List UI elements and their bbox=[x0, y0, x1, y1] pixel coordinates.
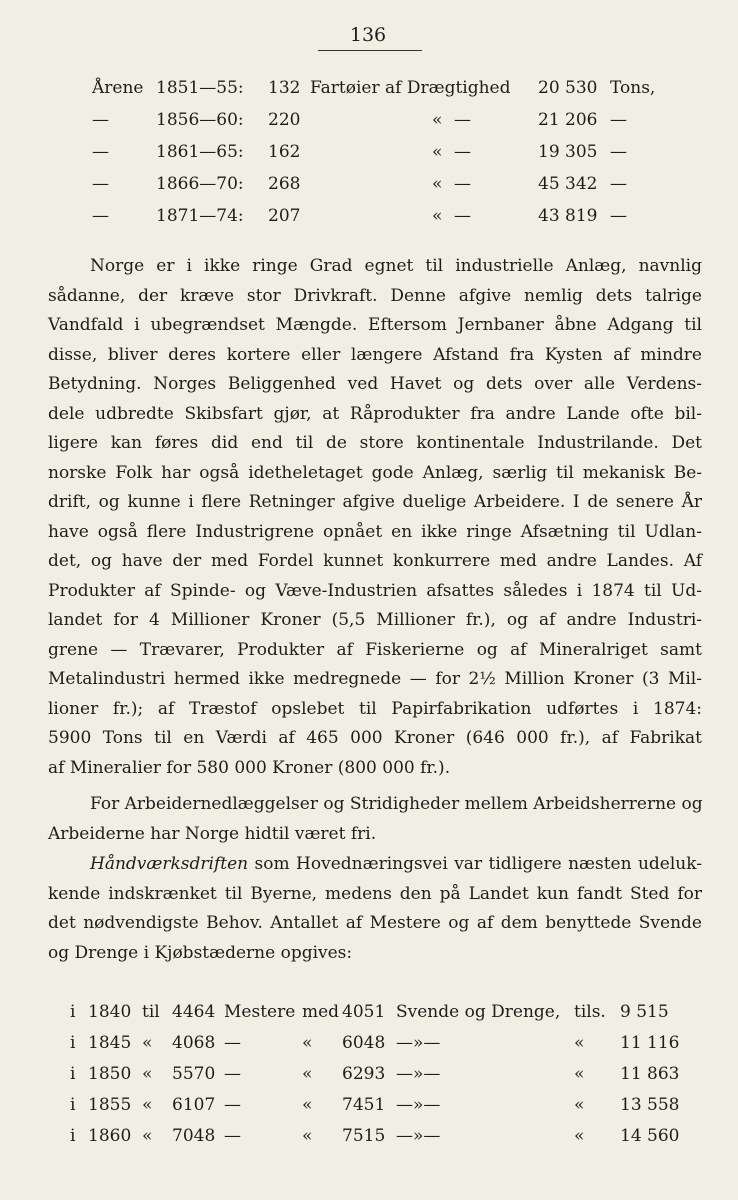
cell-prep: i bbox=[70, 1095, 76, 1115]
cell-til: « bbox=[142, 1064, 153, 1084]
paragraph-labor bbox=[48, 790, 702, 849]
table-row bbox=[86, 204, 666, 236]
cell-total: 11 863 bbox=[620, 1064, 680, 1084]
cell-svende-label: Svende og Drenge, bbox=[396, 1002, 561, 1022]
cell-year: 1855 bbox=[88, 1095, 132, 1115]
row-prefix: — bbox=[92, 174, 109, 194]
row-count: 220 bbox=[268, 110, 301, 130]
cell-mestere: 5570 bbox=[172, 1064, 216, 1084]
text-line: have også flere Industrigrene opnået en ikke ringe Afsætning til Udlan- bbox=[48, 521, 702, 542]
text-line: disse, bliver deres kortere eller længere Afstand fra Kysten af mindre bbox=[48, 344, 702, 365]
cell-total: 9 515 bbox=[620, 1002, 669, 1022]
row-ditto: « bbox=[432, 206, 443, 226]
paragraph-industry bbox=[48, 252, 702, 783]
text-line bbox=[48, 850, 702, 880]
cell-mestere-label: — bbox=[224, 1033, 241, 1053]
row-prefix: Årene bbox=[92, 78, 144, 98]
page-number: 136 bbox=[349, 24, 387, 46]
row-years: 1871—74: bbox=[156, 206, 244, 226]
text-line: Produkter af Spinde- og Væve-Industrien afsattes således i 1874 til Ud- bbox=[48, 580, 702, 601]
row-tons: 21 206 bbox=[538, 110, 598, 130]
row-tons: 45 342 bbox=[538, 174, 598, 194]
text-line: 5900 Tons til en Værdi af 465 000 Kroner (646 000 fr.), af Fabrikat bbox=[48, 728, 702, 748]
cell-mestere-label: — bbox=[224, 1064, 241, 1084]
row-tons: 20 530 bbox=[538, 78, 598, 98]
text-line: For Arbeidernedlæggelser og Stridigheder mellem Arbeidsherrerne og bbox=[90, 794, 703, 814]
text-line: kende indskrænket til Byerne, medens den på Landet kun fandt Sted for bbox=[48, 883, 702, 904]
row-prefix: — bbox=[92, 110, 109, 130]
row-ditto-dash: — bbox=[454, 206, 471, 226]
row-unit: — bbox=[610, 142, 627, 162]
cell-mestere: 4464 bbox=[172, 1002, 216, 1022]
cell-svende-label: —»— bbox=[396, 1033, 441, 1053]
cell-tils: « bbox=[574, 1064, 585, 1084]
row-unit: — bbox=[610, 110, 627, 130]
cell-prep: i bbox=[70, 1064, 76, 1084]
craftsmen-table bbox=[64, 1000, 694, 1155]
cell-med: « bbox=[302, 1126, 313, 1146]
cell-svende: 6293 bbox=[342, 1064, 386, 1084]
cell-svende-label: —»— bbox=[396, 1126, 441, 1146]
cell-prep: i bbox=[70, 1033, 76, 1053]
cell-svende-label: —»— bbox=[396, 1095, 441, 1115]
row-years: 1856—60: bbox=[156, 110, 244, 130]
text-line: Metalindustri hermed ikke medregnede — for 2½ Million Kroner (3 Mil- bbox=[48, 669, 702, 689]
cell-tils: « bbox=[574, 1126, 585, 1146]
cell-year: 1850 bbox=[88, 1064, 132, 1084]
row-count: 132 bbox=[268, 78, 301, 98]
row-unit: — bbox=[610, 206, 627, 226]
text-line: landet for 4 Millioner Kroner (5,5 Millioner fr.), og af andre Industri- bbox=[48, 610, 702, 630]
ship-tonnage-table bbox=[86, 76, 666, 236]
cell-svende: 4051 bbox=[342, 1002, 386, 1022]
row-prefix: — bbox=[92, 142, 109, 162]
cell-tils: « bbox=[574, 1033, 585, 1053]
table-row bbox=[86, 76, 666, 108]
table-row bbox=[64, 1062, 694, 1093]
italic-term: Håndværksdriften bbox=[90, 854, 249, 874]
text-line: Norge er i ikke ringe Grad egnet til industrielle Anlæg, navnlig bbox=[90, 256, 702, 276]
table-row bbox=[86, 140, 666, 172]
row-tons: 19 305 bbox=[538, 142, 598, 162]
cell-svende: 6048 bbox=[342, 1033, 386, 1053]
row-ditto: « bbox=[432, 110, 443, 130]
table-row bbox=[64, 1124, 694, 1155]
cell-til: « bbox=[142, 1095, 153, 1115]
row-ditto: « bbox=[432, 174, 443, 194]
row-ditto: « bbox=[432, 142, 443, 162]
table-row bbox=[86, 172, 666, 204]
row-tons: 43 819 bbox=[538, 206, 598, 226]
cell-total: 11 116 bbox=[620, 1033, 680, 1053]
text-line: det nødvendigste Behov. Antallet af Mestere og af dem benyttede Svende bbox=[48, 913, 702, 933]
text-line: grene — Trævarer, Produkter af Fiskerierne og af Mineralriget samt bbox=[48, 639, 702, 660]
row-ditto-dash: — bbox=[454, 110, 471, 130]
text-fragment: som Hovednæringsvei var tidligere næsten udeluk- bbox=[254, 854, 702, 874]
cell-total: 14 560 bbox=[620, 1126, 680, 1146]
cell-year: 1840 bbox=[88, 1002, 132, 1022]
text-line: og Drenge i Kjøbstæderne opgives: bbox=[48, 942, 353, 963]
cell-svende: 7515 bbox=[342, 1126, 386, 1146]
row-count: 268 bbox=[268, 174, 301, 194]
row-years: 1861—65: bbox=[156, 142, 244, 162]
row-ditto-dash: — bbox=[454, 142, 471, 162]
row-ditto-dash: — bbox=[454, 174, 471, 194]
row-unit: — bbox=[610, 174, 627, 194]
table-row bbox=[64, 1093, 694, 1124]
cell-med: « bbox=[302, 1033, 313, 1053]
cell-med: « bbox=[302, 1095, 313, 1115]
cell-year: 1860 bbox=[88, 1126, 132, 1146]
cell-tils: tils. bbox=[574, 1002, 606, 1022]
row-count: 207 bbox=[268, 206, 301, 226]
cell-til: « bbox=[142, 1126, 153, 1146]
cell-prep: i bbox=[70, 1126, 76, 1146]
page-number-rule bbox=[318, 50, 422, 51]
text-line: ligere kan føres did end til de store kontinentale Industrilande. Det bbox=[48, 433, 702, 453]
cell-svende-label: —»— bbox=[396, 1064, 441, 1084]
row-years: 1866—70: bbox=[156, 174, 244, 194]
table-row bbox=[64, 1031, 694, 1062]
text-line: sådanne, der kræve stor Drivkraft. Denne afgive nemlig dets talrige bbox=[48, 285, 702, 306]
row-count: 162 bbox=[268, 142, 301, 162]
cell-year: 1845 bbox=[88, 1033, 132, 1053]
text-line: lioner fr.); af Træstof opslebet til Papirfabrikation udførtes i 1874: bbox=[48, 698, 702, 719]
cell-mestere: 6107 bbox=[172, 1095, 216, 1115]
cell-mestere: 4068 bbox=[172, 1033, 216, 1053]
cell-til: til bbox=[142, 1002, 160, 1022]
cell-med: « bbox=[302, 1064, 313, 1084]
cell-mestere-label: Mestere bbox=[224, 1002, 296, 1022]
text-line: drift, og kunne i flere Retninger afgive duelige Arbeidere. I de senere År bbox=[48, 492, 702, 512]
text-line: dele udbredte Skibsfart gjør, at Råprodukter fra andre Lande ofte bil- bbox=[48, 403, 702, 424]
cell-med: med bbox=[302, 1002, 340, 1022]
cell-total: 13 558 bbox=[620, 1095, 680, 1115]
row-label: Fartøier af Drægtighed bbox=[310, 78, 511, 98]
cell-mestere: 7048 bbox=[172, 1126, 216, 1146]
row-years: 1851—55: bbox=[156, 78, 244, 98]
cell-mestere-label: — bbox=[224, 1126, 241, 1146]
row-unit: Tons, bbox=[610, 78, 656, 98]
paragraph-crafts bbox=[48, 850, 702, 968]
cell-til: « bbox=[142, 1033, 153, 1053]
text-line: norske Folk har også idetheletaget gode Anlæg, særlig til mekanisk Be- bbox=[48, 462, 702, 483]
text-line: Arbeiderne har Norge hidtil været fri. bbox=[48, 823, 377, 844]
text-line: Vandfald i ubegrændset Mængde. Eftersom Jernbaner åbne Adgang til bbox=[48, 315, 702, 335]
text-line: Betydning. Norges Beliggenhed ved Havet og dets over alle Verdens- bbox=[48, 374, 702, 394]
text-line: det, og have der med Fordel kunnet konkurrere med andre Landes. Af bbox=[48, 551, 702, 571]
cell-svende: 7451 bbox=[342, 1095, 386, 1115]
cell-tils: « bbox=[574, 1095, 585, 1115]
cell-prep: i bbox=[70, 1002, 76, 1022]
row-prefix: — bbox=[92, 206, 109, 226]
table-row bbox=[86, 108, 666, 140]
text-line: af Mineralier for 580 000 Kroner (800 000 fr.). bbox=[48, 757, 451, 778]
table-row bbox=[64, 1000, 694, 1031]
cell-mestere-label: — bbox=[224, 1095, 241, 1115]
